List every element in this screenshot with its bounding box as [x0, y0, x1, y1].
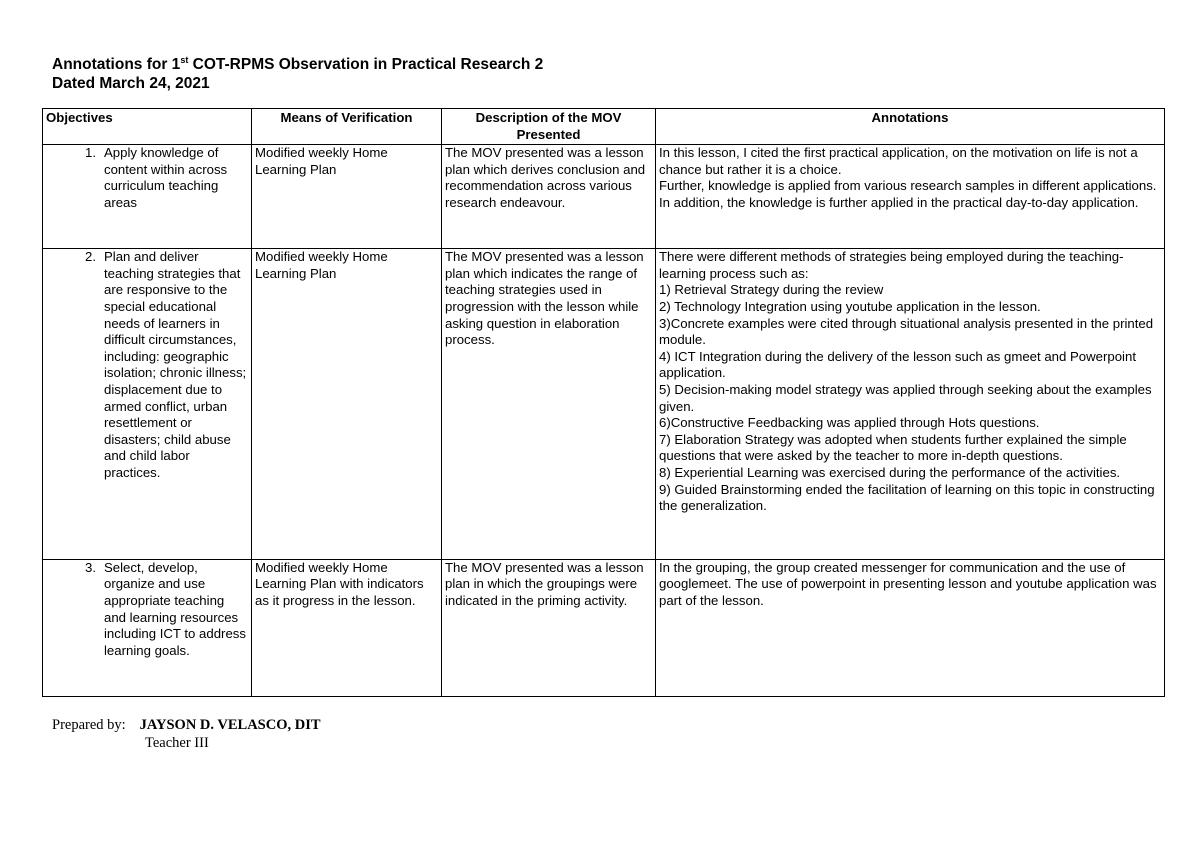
objective-cell	[43, 249, 252, 560]
objective-cell	[43, 559, 252, 696]
annotation-line: 4) ICT Integration during the delivery of the lesson such as gmeet and Powerpoint application.	[659, 348, 1136, 381]
objective-number: 2.	[85, 249, 96, 265]
description-cell: The MOV presented was a lesson plan which indicates the range of teaching strategies used in progression with the lesson while asking question in elaboration process.	[442, 249, 656, 560]
annotation-line: 7) Elaboration Strategy was adopted when students further explained the simple questions that were asked by the teacher to more in-depth questions.	[659, 431, 1127, 464]
description-cell: The MOV presented was a lesson plan in which the groupings were indicated in the priming activity.	[442, 559, 656, 696]
prepared-by-label: Prepared by:	[52, 717, 126, 733]
preparer-name: JAYSON D. VELASCO, DIT	[139, 717, 321, 733]
objective-number: 3.	[85, 559, 96, 575]
means-cell: Modified weekly Home Learning Plan with indicators as it progress in the lesson.	[252, 559, 442, 696]
annotations-table	[42, 108, 1165, 697]
header-means-of-verification: Means of Verification	[252, 109, 442, 145]
title-superscript: st	[180, 55, 189, 65]
annotation-line: Further, knowledge is applied from various research samples in different applications.	[659, 178, 1157, 194]
header-annotations: Annotations	[656, 109, 1165, 145]
description-cell: The MOV presented was a lesson plan which derives conclusion and recommendation across various research endeavour.	[442, 145, 656, 249]
annotation-line: In addition, the knowledge is further applied in the practical day-to-day application.	[659, 194, 1139, 210]
annotation-line: There were different methods of strategies being employed during the teaching-learning process such as:	[659, 249, 1124, 281]
annotation-line: In this lesson, I cited the first practical application, on the motivation on life is not a chance but rather it is a choice.	[659, 145, 1138, 177]
document-title	[52, 51, 543, 93]
objective-text: Select, develop, organize and use appropriate teaching and learning resources including ICT to address learning goals.	[104, 559, 246, 658]
annotation-line: In the grouping, the group created messenger for communication and the use of googlemeet. The use of powerpoint in presenting lesson and youtube application was part of the lesson.	[659, 559, 1157, 608]
objective-text: Plan and deliver teaching strategies that are responsive to the special educational needs of learners in difficult circumstances, including: geographic isolation; chronic illness; displacement due to armed conflict, urban resettlement or disasters; child abuse and child labor practices.	[104, 249, 247, 480]
preparer-role: Teacher III	[145, 735, 209, 751]
annotation-line: 3)Concrete examples were cited through situational analysis presented in the printed module.	[659, 315, 1154, 348]
annotation-line: 9) Guided Brainstorming ended the facilitation of learning on this topic in constructing the generalization.	[659, 481, 1155, 514]
objective-number: 1.	[85, 145, 96, 160]
annotation-line: 5) Decision-making model strategy was applied through seeking about the examples given.	[659, 381, 1152, 414]
title-date: Dated March 24, 2021	[52, 75, 210, 92]
header-objectives: Objectives	[43, 109, 252, 145]
annotations-cell	[656, 145, 1165, 249]
table-header-row	[43, 109, 1165, 145]
means-cell: Modified weekly Home Learning Plan	[252, 249, 442, 560]
annotation-line: 2) Technology Integration using youtube application in the lesson.	[659, 298, 1041, 314]
table-row	[43, 249, 1165, 560]
title-suffix: COT-RPMS Observation in Practical Research 2	[188, 56, 544, 73]
means-cell: Modified weekly Home Learning Plan	[252, 145, 442, 249]
objective-text: Apply knowledge of content within across curriculum teaching areas	[104, 145, 228, 210]
objective-cell	[43, 145, 252, 249]
table-row	[43, 559, 1165, 696]
annotation-line: 6)Constructive Feedbacking was applied through Hots questions.	[659, 415, 1040, 431]
title-prefix: Annotations for 1	[52, 56, 181, 73]
annotations-cell	[656, 559, 1165, 696]
title-line-1	[52, 51, 543, 74]
table-row	[43, 145, 1165, 249]
annotation-line: 1) Retrieval Strategy during the review	[659, 282, 884, 298]
header-description: Description of the MOV Presented	[442, 109, 656, 145]
annotation-line: 8) Experiential Learning was exercised during the performance of the activities.	[659, 464, 1121, 480]
annotations-cell	[656, 249, 1165, 560]
prepared-by-block	[52, 716, 321, 751]
